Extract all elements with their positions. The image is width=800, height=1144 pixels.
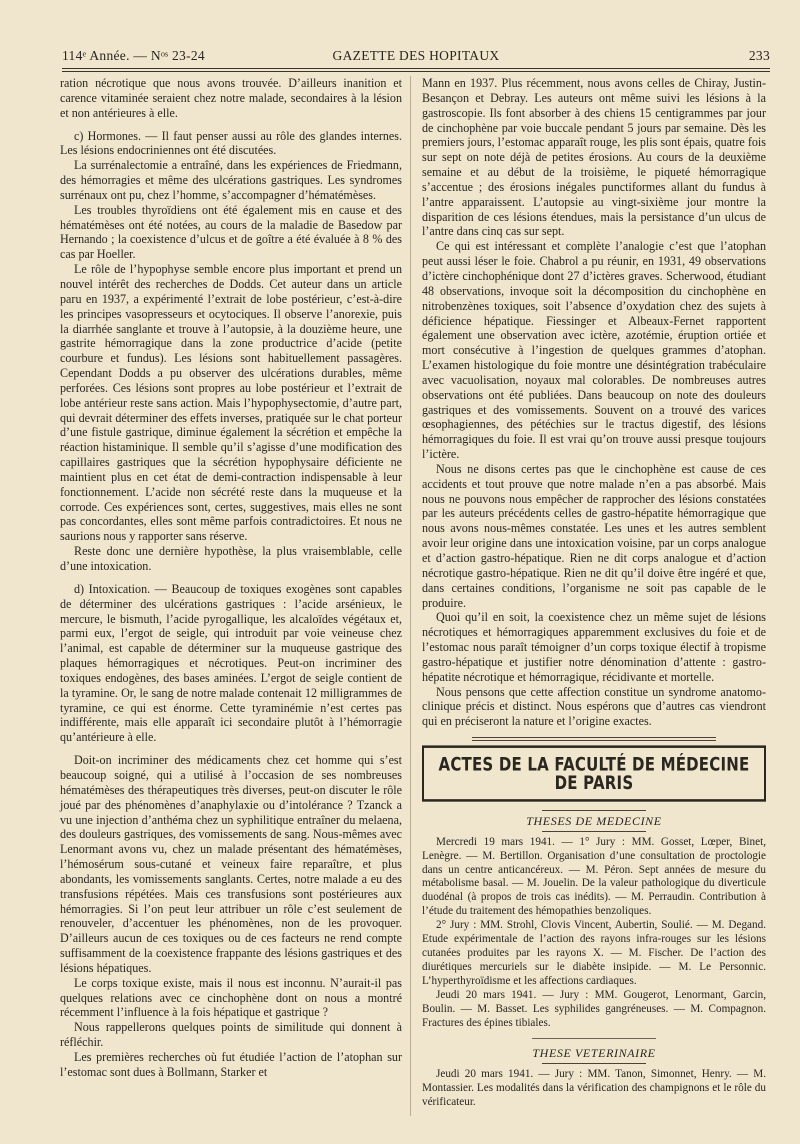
paragraph: ration nécrotique que nous avons trouvée. D’ailleurs inanition et carence vitaminée seraient chez notre malade, secondaires à la lésion et non antérieures à elle. [60, 76, 402, 120]
subhead-rule [542, 810, 646, 811]
faculty-acts [422, 810, 766, 1110]
paragraph: Reste donc une dernière hypothèse, la plus vraisemblable, celle d’une intoxication. [60, 544, 402, 573]
paragraph: Quoi qu’il en soit, la coexistence chez un même sujet de lésions nécrotiques et hémorragiques apparemment exclusives du foie et de l’estomac nous paraît témoigner d’un corps toxique électif à tropisme gastro-hépatique et justifier notre dénomination d’attente : gastro-hépatite nécrotique et hémorragique, récidivante et mortelle. [422, 610, 766, 684]
header-rule-2 [62, 71, 770, 72]
paragraph: Nous rappellerons quelques points de similitude qui donnent à réfléchir. [60, 1020, 402, 1050]
page-number: 233 [748, 48, 770, 63]
paragraph: Les troubles thyroïdiens ont été également mis en cause et des hématémèses ont été notées, au cours de la maladie de Basedow par Hernando ; la coexistence d’ulcus et de goître a été évaluée à 8 % des cas par Hoeller. [60, 202, 402, 262]
these-veterinaire-heading: THESE VETERINAIRE [532, 1046, 656, 1061]
issue-info: 114ᵉ Année. — Nᵒˢ 23-24 [62, 48, 205, 63]
thesis-entry: Mercredi 19 mars 1941. — 1° Jury : MM. Gosset, Lœper, Binet, Lenègre. — M. Bertillon. Organisation d’une consultation de proctologie dans un centre anticancéreux. — M. Péron. Sept années de mesure du métabolisme basal. — M. Jouelin. De la valeur pathologique du diverticule duodénal (à propos de trois cas inédits). — M. Perraudin. Contribution à l’étude du traitement des hémopathies benzoliques. [422, 835, 766, 918]
paragraph: d) Intoxication. — Beaucoup de toxiques exogènes sont capables de déterminer des ulcérations gastriques : l’acide arsénieux, le mercure, le bismuth, l’acide pyrogallique, les alcaloïdes végétaux et, parmi eux, l’ergot de seigle, qui introduit par voie veineuse chez l’animal, est capable de déterminer sur la muqueuse gastrique des plaques hémorragiques et nécrotiques. Peut-on incriminer des toxiques endogènes, des bases aminées. L’ergot de seigle contient de la tyramine. Or, le sang de notre malade contenait 12 milligrammes de tyramine, ce qui est énorme. Cette tyraminémie n’est certes pas indifférente, mais elle apparaît ici secondaire plutôt à l’hémorragie qu’antérieure à elle. [60, 581, 402, 745]
thesis-entry: 2° Jury : MM. Strohl, Clovis Vincent, Aubertin, Soulié. — M. Degand. Etude expérimentale de l’action des rayons infra-rouges sur les lésions cutanées produites par les rayons X. — M. Fischer. De l’action des diurétiques mercuriels sur le diabète insipide. — M. Le Personnic. L’hyperthyroïdisme et les affections cardiaques. [422, 919, 766, 987]
section-separator [472, 737, 716, 741]
paragraph: Doit-on incriminer des médicaments chez cet homme qui s’est beaucoup soigné, qui a utilisé à l’occasion de ses nombreuses hématémèses des thérapeutiques très diverses, peut-on discuter le rôle joué par des phénomènes d’anaphylaxie ou d’intolérance ? Tzanck a vu une injection d’anthéma chez un syphilitique entraîner du melaena, des douleurs gastriques, des vomissements de sang. Nous-mêmes avec Lenormant avons vu, chez un malade présentant des hématémèses, l’hémosérum sous-cutané et veineux faire reparaître, et plus abondants, les vomissements sanglants. Certes, notre malade a eu des transfusions répétées. Mais ces transfusions sont postérieures aux hémorragies. Si l’on peut leur attribuer un rôle c’est seulement de renouveler, d’accentuer les phénomènes, non de les provoquer. D’ailleurs aucun de ces toxiques ou de ces facteurs ne rend compte suffisamment de la coexistence frappante des lésions gastriques et des lésions hépatiques. [60, 753, 402, 975]
paragraph: La surrénalectomie a entraîné, dans les expériences de Friedmann, des hémorragies et même des ulcérations gastriques. Les syndromes surrénaux ont pu, chez l’homme, s’accompagner d’hématémèses. [60, 158, 402, 202]
subsection-rule [532, 1038, 656, 1039]
thesis-entry: Jeudi 20 mars 1941. — Jury : MM. Gougerot, Lenormant, Garcin, Boulin. — M. Basset. Les syphilides gangréneuses. — M. Compagnon. Fractures des épines tibiales. [422, 988, 766, 1029]
left-column [60, 76, 402, 1080]
paragraph: Nous ne disons certes pas que le cinchophène est cause de ces accidents et tout prouve que notre malade n’en a pas absorbé. Mais nous ne pouvons nous empêcher de rapprocher des lésions constatées par les auteurs précédents celles de gastro-hépatite hémorragique que nous avons nous-mêmes constatée. Les unes et les autres semblent avoir leur origine dans une intoxication voisine, par un corps analogue et d’action gastro-hépatique. Rien ne dit corps analogue et d’action nécrotique gastro-hépatique. Rien ne dit qu’il doive être ingéré et que, dans certaines conditions, l’organisme ne soit pas capable de le produire. [422, 461, 766, 610]
paragraph: Ce qui est intéressant et complète l’analogie c’est que l’atophan peut aussi léser le foie. Chabrol a pu réunir, en 1931, 49 observations d’ictère cinchophénique dont 27 d’ictères graves. Scherwood, étudiant 48 observations, invoque soit la décomposition du cinchophène en nitrobenzènes toxiques, soit l’absence d’oxydation chez des sujets à déficience hépatique. Fiessinger et Albeaux-Fernet rapportent également une observation avec ictère, azotémie, éruption ortiée et mort consécutive à l’ingestion de quelques grammes d’atophan. L’examen histologique du foie montre une désintégration trabéculaire avec vacuolisation, noyaux mal colorables. De nombreuses autres observations ont été publiées. Dans beaucoup on note des douleurs gastriques et des vomissements. Souvent on a trouvé des varices œsophagiennes, des pétéchies sur le tractus digestif, des lésions hémorragiques du foie. Il est vrai qu’on trouve aussi presque toujours l’ictère. [422, 239, 766, 462]
paragraph: Les premières recherches où fut étudiée l’action de l’atophan sur l’estomac sont dues à Bollmann, Starker et [60, 1050, 402, 1079]
section-banner: ACTES DE LA FACULTÉ DE MÉDECINE DE PARIS [422, 746, 766, 802]
paragraph: Mann en 1937. Plus récemment, nous avons celles de Chiray, Justin-Besançon et Debray. Les auteurs ont même suivi les lésions à la gastroscopie. Ils font absorber à des chiens 15 centigrammes par jour de cinchophène par voie buccale pendant 5 jours par semaine. Dès les premiers jours, l’estomac apparaît rouge, les plis sont épais, quatre fois sur sept on note déjà de petites érosions. Au cours de la deuxième semaine et au début de la troisième, le piqueté hémorragique s’accentue ; des érosions inégales punctiformes allant du fundus à l’antre apparaissent. L’autopsie au vingt-sixième jour montre la disparition de ces lésions étendues, mais la persistance d’un ulcus de l’antre dans cinq cas sur sept. [422, 76, 766, 239]
page-header [62, 44, 770, 68]
journal-title: GAZETTE DES HOPITAUX [332, 48, 500, 63]
column-divider [410, 76, 411, 1116]
right-column [422, 76, 766, 1110]
paragraph: Le corps toxique existe, mais il nous est inconnu. N’aurait-il pas quelques relations avec ce cinchophène dont on nous a montré récemment l’influence à la fois hépatique et gastrique ? [60, 975, 402, 1020]
paragraph: Le rôle de l’hypophyse semble encore plus important et prend un nouvel intérêt des recherches de Dodds. Cet auteur dans un article paru en 1937, a expérimenté l’extrait de lobe postérieur, c’est-à-dire les principes vasopresseurs et ocytociques. Il observe l’anorexie, puis la diarrhée sanglante et trouve à l’autopsie, à la douzième heure, une gastrite hémorragique dans la zone productrice d’acide (petite courbure et fundus). Les lésions sont habituellement passagères. Cependant Dodds a pu observer des ulcérations durables, même perforées. Ces lésions sont propres au lobe postérieur et l’extrait de lobe antérieur reste sans action. Mais l’hypophysectomie, d’autre part, qui devrait déterminer des effets inverses, pratiquée sur le chat porteur d’une fistule gastrique, diminue également la sécrétion et empêche la réaction histaminique. Il semble qu’il s’agisse d’une modification des capillaires gastriques que la sécrétion hypophysaire déficiente ne maintient plus en cet état de demi-contraction indispensable à leur fonctionnement. L’acide non sécrété reste dans la muqueuse et la corrode. Ces expériences sont, certes, suggestives, mais elles ne sont pas concordantes, elles sont même parfois contradictoires. Et nous ne saurions nous y rapporter sans réserve. [60, 262, 402, 544]
theses-medecine-heading: THESES DE MEDECINE [526, 813, 662, 828]
thesis-entry: Jeudi 20 mars 1941. — Jury : MM. Tanon, Simonnet, Henry. — M. Montassier. Les modalités dans la vérification des champignons et le rôle du vérificateur. [422, 1068, 766, 1109]
header-rule [62, 68, 770, 69]
subhead-rule [542, 831, 646, 832]
paragraph: Nous pensons que cette affection constitue un syndrome anatomo-clinique précis et distinct. Nous espérons que d’autres cas viendront qui en préciseront la nature et l’origine exactes. [422, 684, 766, 729]
subhead-rule [542, 1063, 646, 1064]
paragraph: c) Hormones. — Il faut penser aussi au rôle des glandes internes. Les lésions endocriniennes ont été discutées. [60, 128, 402, 158]
